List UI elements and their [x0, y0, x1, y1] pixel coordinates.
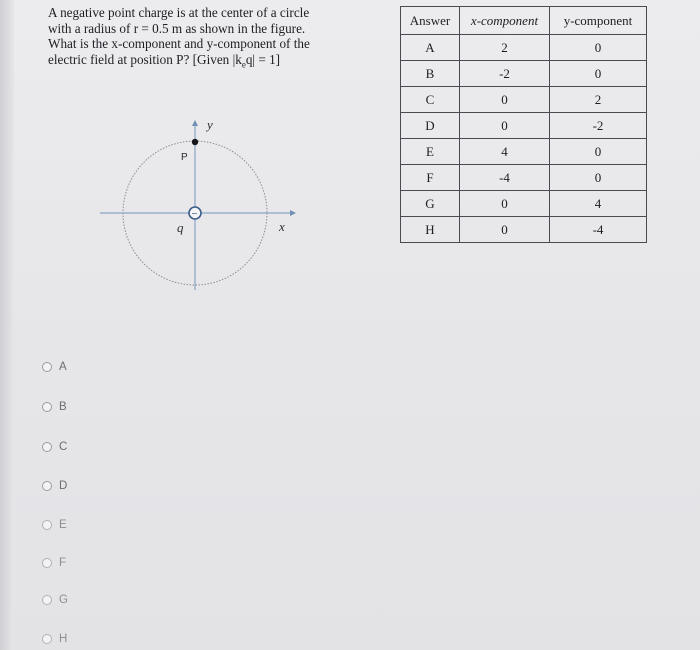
- cell-x: 0: [460, 191, 550, 217]
- charge-label: q: [177, 220, 184, 235]
- header-y-component: y-component: [550, 7, 647, 35]
- radio-button[interactable]: [42, 558, 52, 568]
- radio-button[interactable]: [42, 402, 52, 412]
- table-row: [401, 165, 647, 191]
- cell-answer: G: [401, 191, 460, 217]
- cell-answer: B: [401, 61, 460, 87]
- cell-x: -4: [460, 165, 550, 191]
- cell-y: 0: [550, 139, 647, 165]
- question-line-3: What is the x-component and y-component of the: [48, 36, 310, 51]
- cell-answer: D: [401, 113, 460, 139]
- option-label: B: [59, 401, 67, 413]
- cell-y: -4: [550, 217, 647, 243]
- y-axis-label: y: [207, 118, 213, 132]
- x-axis-arrow: [290, 210, 296, 216]
- cell-x: 4: [460, 139, 550, 165]
- option-f[interactable]: [42, 554, 66, 572]
- page-edge-shadow: [0, 0, 14, 650]
- radio-button[interactable]: [42, 442, 52, 452]
- table-row: [401, 87, 647, 113]
- cell-y: 0: [550, 165, 647, 191]
- cell-answer: F: [401, 165, 460, 191]
- field-diagram-svg: [95, 118, 305, 298]
- radio-button[interactable]: [42, 481, 52, 491]
- header-answer: Answer: [401, 7, 460, 35]
- cell-answer: A: [401, 35, 460, 61]
- charge-sign: −: [191, 209, 198, 220]
- cell-y: 0: [550, 61, 647, 87]
- cell-x: 0: [460, 113, 550, 139]
- field-diagram: [95, 118, 305, 298]
- table-row: [401, 35, 647, 61]
- option-label: H: [59, 633, 68, 645]
- option-b[interactable]: [42, 398, 67, 416]
- radio-button[interactable]: [42, 362, 52, 372]
- option-h[interactable]: [42, 630, 67, 648]
- option-c[interactable]: [42, 438, 67, 456]
- answer-table: [400, 6, 647, 243]
- option-label: D: [59, 480, 68, 492]
- cell-x: 2: [460, 35, 550, 61]
- table-row: [401, 139, 647, 165]
- y-axis-arrow: [192, 120, 198, 126]
- question-line-4: electric field at position P? [Given $|k_eq| = 1$]: [48, 51, 281, 70]
- radio-button[interactable]: [42, 595, 52, 605]
- question-line-4a: electric field at position P? [Given |k: [48, 51, 242, 67]
- point-p-label: P: [181, 152, 188, 163]
- cell-answer: E: [401, 139, 460, 165]
- option-label: E: [59, 519, 67, 531]
- cell-y: 2: [550, 87, 647, 113]
- cell-x: 0: [460, 87, 550, 113]
- option-label: F: [59, 557, 67, 569]
- option-a[interactable]: [42, 358, 67, 376]
- cell-answer: C: [401, 87, 460, 113]
- header-x-component: x-component: [460, 7, 550, 35]
- option-label: C: [59, 441, 68, 453]
- table-row: [401, 61, 647, 87]
- radio-button[interactable]: [42, 634, 52, 644]
- question-line-2: with a radius of r = 0.5 m as shown in the figure.: [48, 20, 306, 36]
- option-label: G: [59, 594, 68, 606]
- point-p-marker: [192, 139, 198, 145]
- radio-button[interactable]: [42, 520, 52, 530]
- question-text: [48, 5, 353, 73]
- cell-y: 4: [550, 191, 647, 217]
- table-header-row: [401, 7, 647, 35]
- question-line-1: A negative point charge is at the center of a circle: [48, 5, 310, 20]
- cell-x: -2: [460, 61, 550, 87]
- question-line-4b: q| = 1]: [245, 51, 281, 67]
- cell-answer: H: [401, 217, 460, 243]
- cell-x: 0: [460, 217, 550, 243]
- table-row: [401, 217, 647, 243]
- cell-y: 0: [550, 35, 647, 61]
- option-g[interactable]: [42, 591, 68, 609]
- x-axis-label: x: [279, 219, 285, 234]
- option-d[interactable]: [42, 477, 67, 495]
- option-label: A: [59, 361, 67, 373]
- option-e[interactable]: [42, 516, 67, 534]
- table-row: [401, 113, 647, 139]
- cell-y: -2: [550, 113, 647, 139]
- table-row: [401, 191, 647, 217]
